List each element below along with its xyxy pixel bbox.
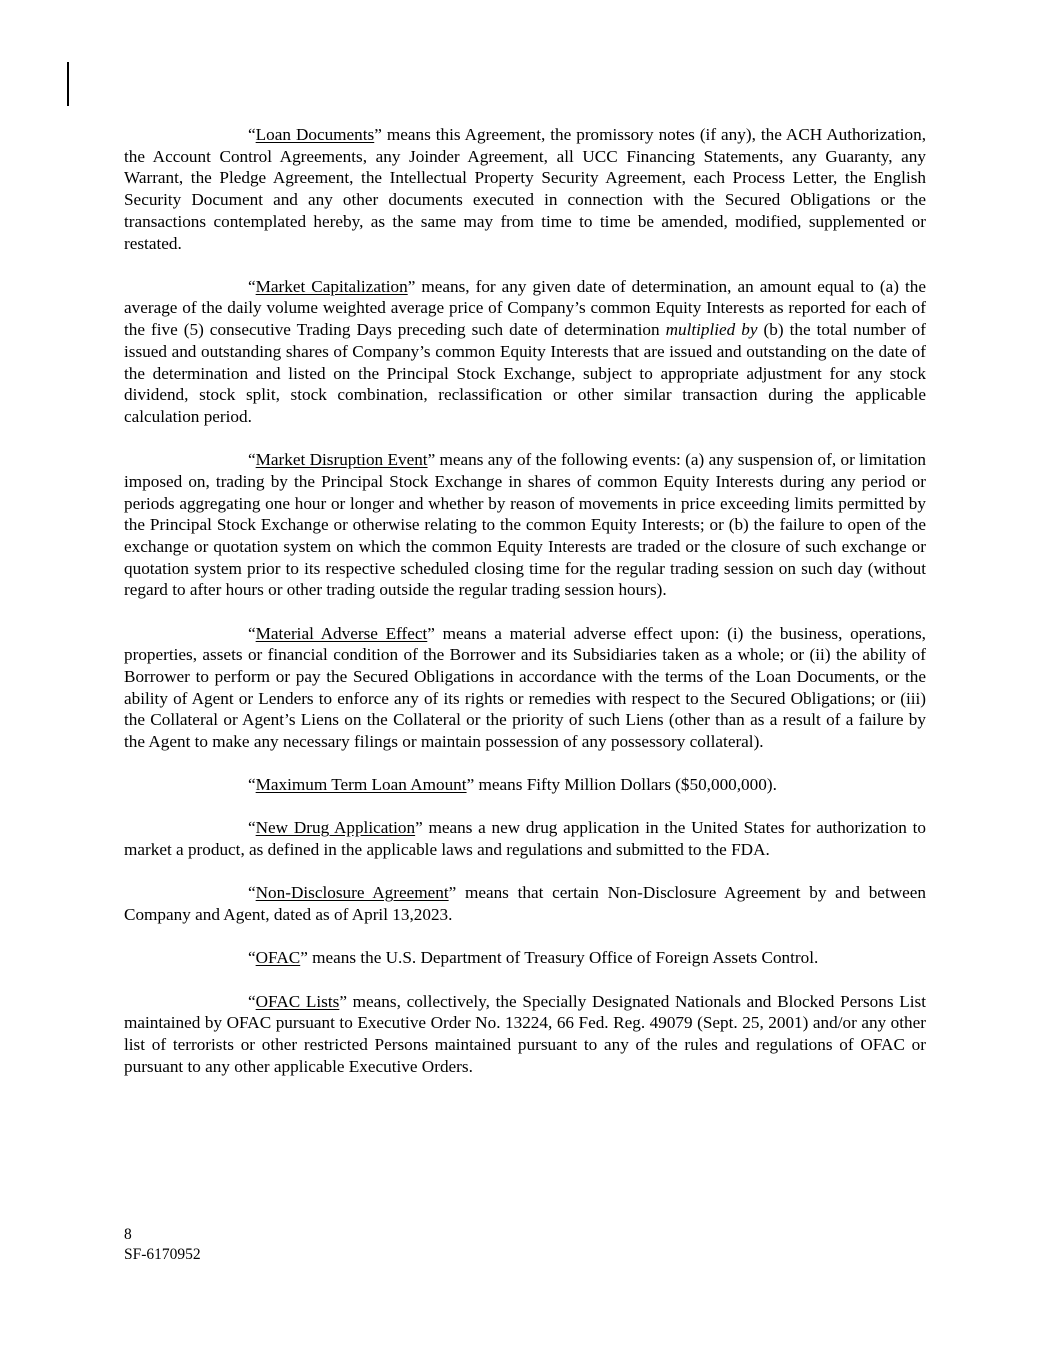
definition-text: ” means, collectively, the Specially Designated Nationals and Blocked Persons List maintained by OFAC pursuant to Executive Order No. 13224, 66 Fed. Reg. 49079 (Sept. 25, 2001) and/or any other list of terrorists or other restricted Persons maintained pursuant to any of the rules and regulations of OFAC or pursuant to any other applicable Executive Orders.: [124, 991, 927, 1076]
definition-text: ” means, for any given date of determination, an amount equal to (a) the average of the daily volume weighted average price of Company’s common Equity Interests as reported for each of the five (5) consecutive Trading Days preceding such date of determination: [124, 276, 927, 340]
definition-italic-text: multiplied by: [665, 320, 758, 340]
definition-material-adverse-effect: “Material Adverse Effect” means a material adverse effect upon: (i) the business, operations, properties, assets or financial condition of the Borrower and its Subsidiaries taken as a whole; or (ii) the ability of Borrower to perform or pay the Secured Obligations in accordance with the terms of the Loan Documents, or the ability of Agent or Lenders to enforce any of its rights or remedies with respect to the Secured Obligations; or (iii) the Collateral or Agent’s Liens on the Collateral or the priority of such Liens (other than as a result of a failure by the Agent to make any necessary filings or maintain possession of any possessory collateral).: [124, 623, 926, 752]
definition-market-capitalization: “Market Capitalization” means, for any given date of determination, an amount equal to (a) the average of the daily volume weighted average price of Company’s common Equity Interests as reported for each of the five (5) consecutive Trading Days preceding such date of determination multiplied by (b) the total number of issued and outstanding shares of Company’s common Equity Interests that are issued and outstanding on the date of the determination and listed on the Principal Stock Exchange, subject to appropriate adjustment for any stock dividend, stock split, stock combination, reclassification or other similar transaction during the applicable calculation period.: [124, 276, 927, 426]
defined-term: New Drug Application: [255, 818, 416, 838]
definition-ofac: “OFAC” means the U.S. Department of Treasury Office of Foreign Assets Control.: [248, 948, 819, 968]
defined-term: Market Disruption Event: [255, 450, 428, 470]
defined-term: OFAC Lists: [255, 991, 340, 1011]
defined-term: Material Adverse Effect: [255, 623, 428, 643]
definition-new-drug-application: “New Drug Application” means a new drug application in the United States for authorization to market a product, as defined in the applicable laws and regulations and submitted to the FDA.: [124, 818, 926, 860]
definition-text: ” means Fifty Million Dollars ($50,000,000).: [466, 775, 777, 795]
definition-text: ” means any of the following events: (a) any suspension of, or limitation imposed on, trading by the Principal Stock Exchange in shares of common Equity Interests during any period or periods aggregating one hour or longer and whether by reason of movements in price exceeding limits permitted by the Principal Stock Exchange or otherwise relating to the common Equity Interests; or (b) the failure to open of the exchange or quotation system on which the common Equity Interests are traded or the closure of such exchange or quotation system prior to its respective scheduled closing time for the regular trading session on such day (without regard to after hours or other trading outside the regular trading session hours).: [124, 450, 926, 600]
defined-term: OFAC: [255, 948, 301, 968]
definition-text: (b) the total number of issued and outstanding shares of Company’s common Equity Interests that are issued and outstanding on the date of the determination and listed on the Principal Stock Exchange, subject to appropriate adjustment for any stock dividend, stock split, stock combination, reclassification or other similar transaction during the applicable calculation period.: [124, 320, 926, 426]
definition-text: ” means this Agreement, the promissory notes (if any), the ACH Authorization, the Account Control Agreements, any Joinder Agreement, all UCC Financing Statements, any Guaranty, any Warrant, the Pledge Agreement, the Intellectual Property Security Agreement, each Process Letter, the English Security Document and any other documents executed in connection with the Secured Obligations or the transactions contemplated hereby, as the same may from time to time be amended, modified, supplemented or restated.: [124, 125, 926, 253]
document-body: [124, 124, 926, 1099]
definition-text: ” means that certain Non-Disclosure Agreement by and between Company and Agent, dated as of April 13,2023.: [124, 883, 926, 925]
revision-change-bar: [67, 62, 69, 106]
defined-term: Loan Documents: [255, 125, 375, 144]
defined-term: Non-Disclosure Agreement: [255, 883, 449, 903]
definition-text: ” means a new drug application in the United States for authorization to market a product, as defined in the applicable laws and regulations and submitted to the FDA.: [124, 818, 926, 860]
definition-ofac-lists: “OFAC Lists” means, collectively, the Specially Designated Nationals and Blocked Persons List maintained by OFAC pursuant to Executive Order No. 13224, 66 Fed. Reg. 49079 (Sept. 25, 2001) and/or any other list of terrorists or other restricted Persons maintained pursuant to any of the rules and regulations of OFAC or pursuant to any other applicable Executive Orders.: [124, 991, 927, 1076]
definition-text: ” means a material adverse effect upon: (i) the business, operations, properties, assets or financial condition of the Borrower and its Subsidiaries taken as a whole; or (ii) the ability of Borrower to perform or pay the Secured Obligations in accordance with the terms of the Loan Documents, or the ability of Agent or Lenders to enforce any of its rights or remedies with respect to the Secured Obligations; or (iii) the Collateral or Agent’s Liens on the Collateral or the priority of such Liens (other than as a result of a failure by the Agent to make any necessary filings or maintain possession of any possessory collateral).: [124, 623, 926, 752]
defined-term: Market Capitalization: [255, 276, 408, 296]
document-id: SF-6170952: [124, 1246, 201, 1263]
defined-term: Maximum Term Loan Amount: [255, 775, 467, 795]
page-number: 8: [124, 1226, 132, 1243]
definition-non-disclosure-agreement: “Non-Disclosure Agreement” means that certain Non-Disclosure Agreement by and between Company and Agent, dated as of April 13,2023.: [124, 883, 926, 925]
definition-text: ” means the U.S. Department of Treasury Office of Foreign Assets Control.: [300, 948, 819, 968]
definition-loan-documents: “Loan Documents” means this Agreement, the promissory notes (if any), the ACH Authorization, the Account Control Agreements, any Joinder Agreement, all UCC Financing Statements, any Guaranty, any Warrant, the Pledge Agreement, the Intellectual Property Security Agreement, each Process Letter, the English Security Document and any other documents executed in connection with the Secured Obligations or the transactions contemplated hereby, as the same may from time to time be amended, modified, supplemented or restated.: [124, 125, 926, 253]
definition-market-disruption-event: “Market Disruption Event” means any of the following events: (a) any suspension of, or limitation imposed on, trading by the Principal Stock Exchange in shares of common Equity Interests during any period or periods aggregating one hour or longer and whether by reason of movements in price exceeding limits permitted by the Principal Stock Exchange or otherwise relating to the common Equity Interests; or (b) the failure to open of the exchange or quotation system on which the common Equity Interests are traded or the closure of such exchange or quotation system prior to its respective scheduled closing time for the regular trading session on such day (without regard to after hours or other trading outside the regular trading session hours).: [124, 450, 926, 600]
page-footer: [124, 1225, 201, 1265]
definition-maximum-term-loan-amount: “Maximum Term Loan Amount” means Fifty Million Dollars ($50,000,000).: [248, 775, 777, 795]
